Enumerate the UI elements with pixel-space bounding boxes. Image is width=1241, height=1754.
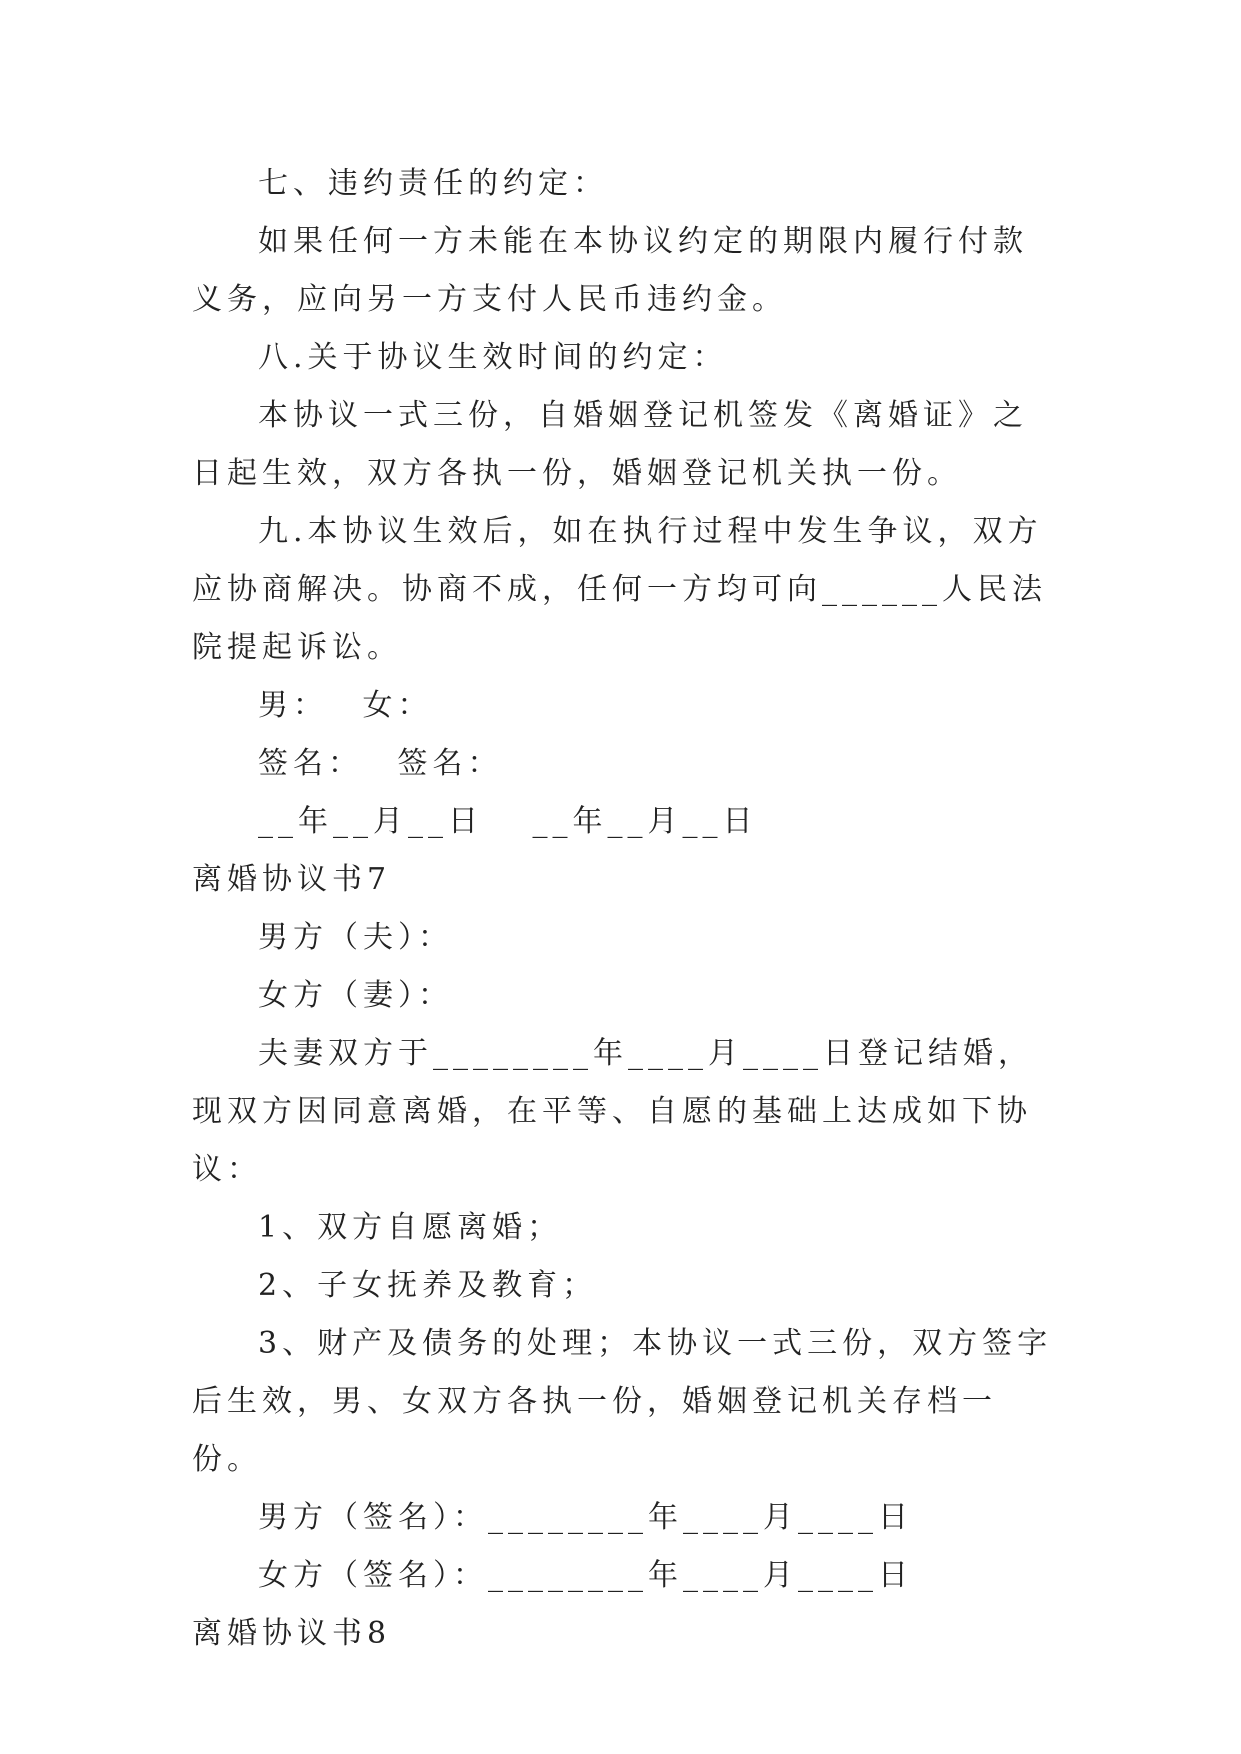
agreement-item-1: 1、双方自愿离婚；: [258, 1210, 563, 1245]
clause-7-body: 如果任何一方未能在本协议约定的期限内履行付款义务，应向另一方支付人民币违约金。: [192, 224, 1028, 317]
agreement-item-2: 2、子女抚养及教育；: [258, 1268, 598, 1303]
husband-label: 男方（夫）：: [258, 920, 453, 955]
clause-9-body: 九.本协议生效后，如在执行过程中发生争议，双方应协商解决。协商不成，任何一方均可向______人民法院提起诉讼。: [192, 514, 1047, 665]
section-title-8: 离婚协议书8: [192, 1616, 392, 1651]
party-labels: 男： 女：: [258, 688, 433, 723]
wife-signature-line: 女方（签名）：________年____月____日: [258, 1558, 913, 1593]
signature-dates: __年__月__日 __年__月__日: [258, 804, 758, 839]
signature-labels: 签名： 签名：: [258, 746, 503, 781]
clause-7-heading: 七、违约责任的约定：: [258, 166, 608, 201]
wife-label: 女方（妻）：: [258, 978, 453, 1013]
clause-8-body: 本协议一式三份，自婚姻登记机签发《离婚证》之日起生效，双方各执一份，婚姻登记机关执一份。: [192, 398, 1028, 491]
document-body: [192, 155, 1062, 1663]
clause-8-heading: 八.关于协议生效时间的约定：: [258, 340, 728, 375]
agreement-item-3: 3、财产及债务的处理；本协议一式三份，双方签字后生效，男、女双方各执一份，婚姻登记机关存档一份。: [192, 1326, 1053, 1477]
section-title-7: 离婚协议书7: [192, 862, 392, 897]
marriage-statement: 夫妻双方于________年____月____日登记结婚，现双方因同意离婚，在平等、自愿的基础上达成如下协议：: [192, 1036, 1033, 1187]
husband-signature-line: 男方（签名）：________年____月____日: [258, 1500, 913, 1535]
